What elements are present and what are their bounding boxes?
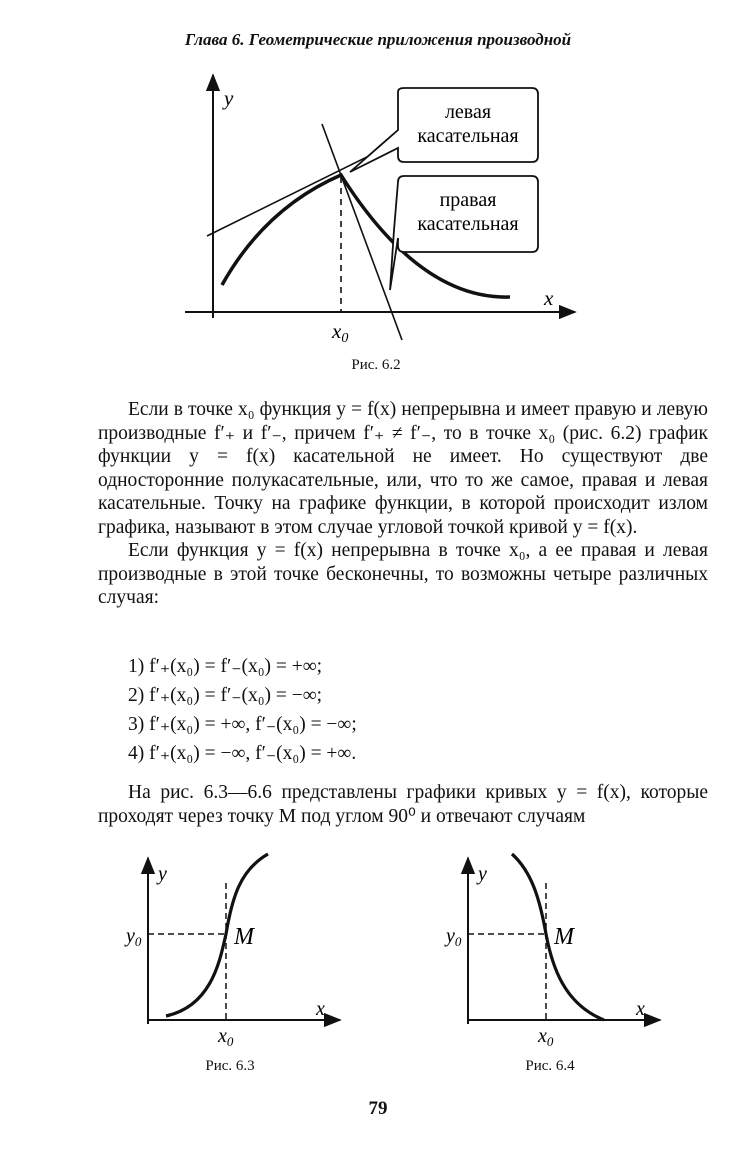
page-number: 79 xyxy=(368,1098,388,1119)
case-item: 3) f′₊(x₀) = +∞, f′₋(x₀) = −∞; xyxy=(128,714,357,735)
callout-left-line2: касательная xyxy=(417,125,519,147)
figure-6-4 xyxy=(440,848,670,1048)
y-axis-label: y xyxy=(224,86,234,110)
figure-6-2 xyxy=(180,60,600,360)
case-item: 2) f′₊(x₀) = f′₋(x₀) = −∞; xyxy=(128,685,323,706)
figure-6-3-caption: Рис. 6.3 xyxy=(205,1058,255,1074)
body-text xyxy=(98,398,708,610)
y0-label: $y_0$ xyxy=(446,925,462,949)
figure-6-3 xyxy=(120,848,350,1048)
body-text-continued xyxy=(98,781,708,828)
y-axis-label: y xyxy=(478,863,487,885)
figure-6-4-caption: Рис. 6.4 xyxy=(525,1058,575,1074)
callout-right-line1: правая xyxy=(439,189,497,211)
x0-label: x0 xyxy=(332,319,349,346)
point-m-label: M xyxy=(234,924,254,950)
case-item: 1) f′₊(x₀) = f′₋(x₀) = +∞; xyxy=(128,656,323,677)
x0-label: $x_0$ xyxy=(538,1025,554,1048)
paragraph-1: Если в точке x₀ функция y = f(x) непрерывна и имеет правую и левую производные f′₊ и f′₋, причем f′₊ ≠ f′₋, то в точке x₀ (рис. 6.2) график функции y = f(x) касательной не имеет. Но существуют две односторонние полукасательные, или, что то же самое, правая и левая касательные. Точку на графике функции, в которой происходит излом графика, называют в этом случае угловой точкой кривой y = f(x). xyxy=(98,399,708,538)
y-axis-label: y xyxy=(158,863,167,885)
x-axis-label: x xyxy=(636,998,645,1020)
callout-left-line1: левая xyxy=(444,101,492,123)
paragraph-2: Если функция y = f(x) непрерывна в точке x₀, а ее правая и левая производные в этой точке бесконечны, то возможны четыре различных случая: xyxy=(98,540,708,608)
paragraph-3: На рис. 6.3—6.6 представлены графики кривых y = f(x), которые проходят через точку M под углом 90⁰ и отвечают случаям xyxy=(98,782,708,827)
right-tangent-line xyxy=(322,124,402,340)
x-axis-label: x xyxy=(544,286,554,310)
callout-right-line2: касательная xyxy=(417,213,519,235)
cases-list xyxy=(128,652,357,768)
y0-label: $y_0$ xyxy=(126,925,142,949)
x-axis-label: x xyxy=(316,998,325,1020)
running-header: Глава 6. Геометрические приложения производной xyxy=(184,30,572,49)
case-item: 4) f′₊(x₀) = −∞, f′₋(x₀) = +∞. xyxy=(128,743,357,764)
point-m-label: M xyxy=(554,924,574,950)
x0-label: $x_0$ xyxy=(218,1025,234,1048)
figure-6-2-caption: Рис. 6.2 xyxy=(351,357,401,373)
